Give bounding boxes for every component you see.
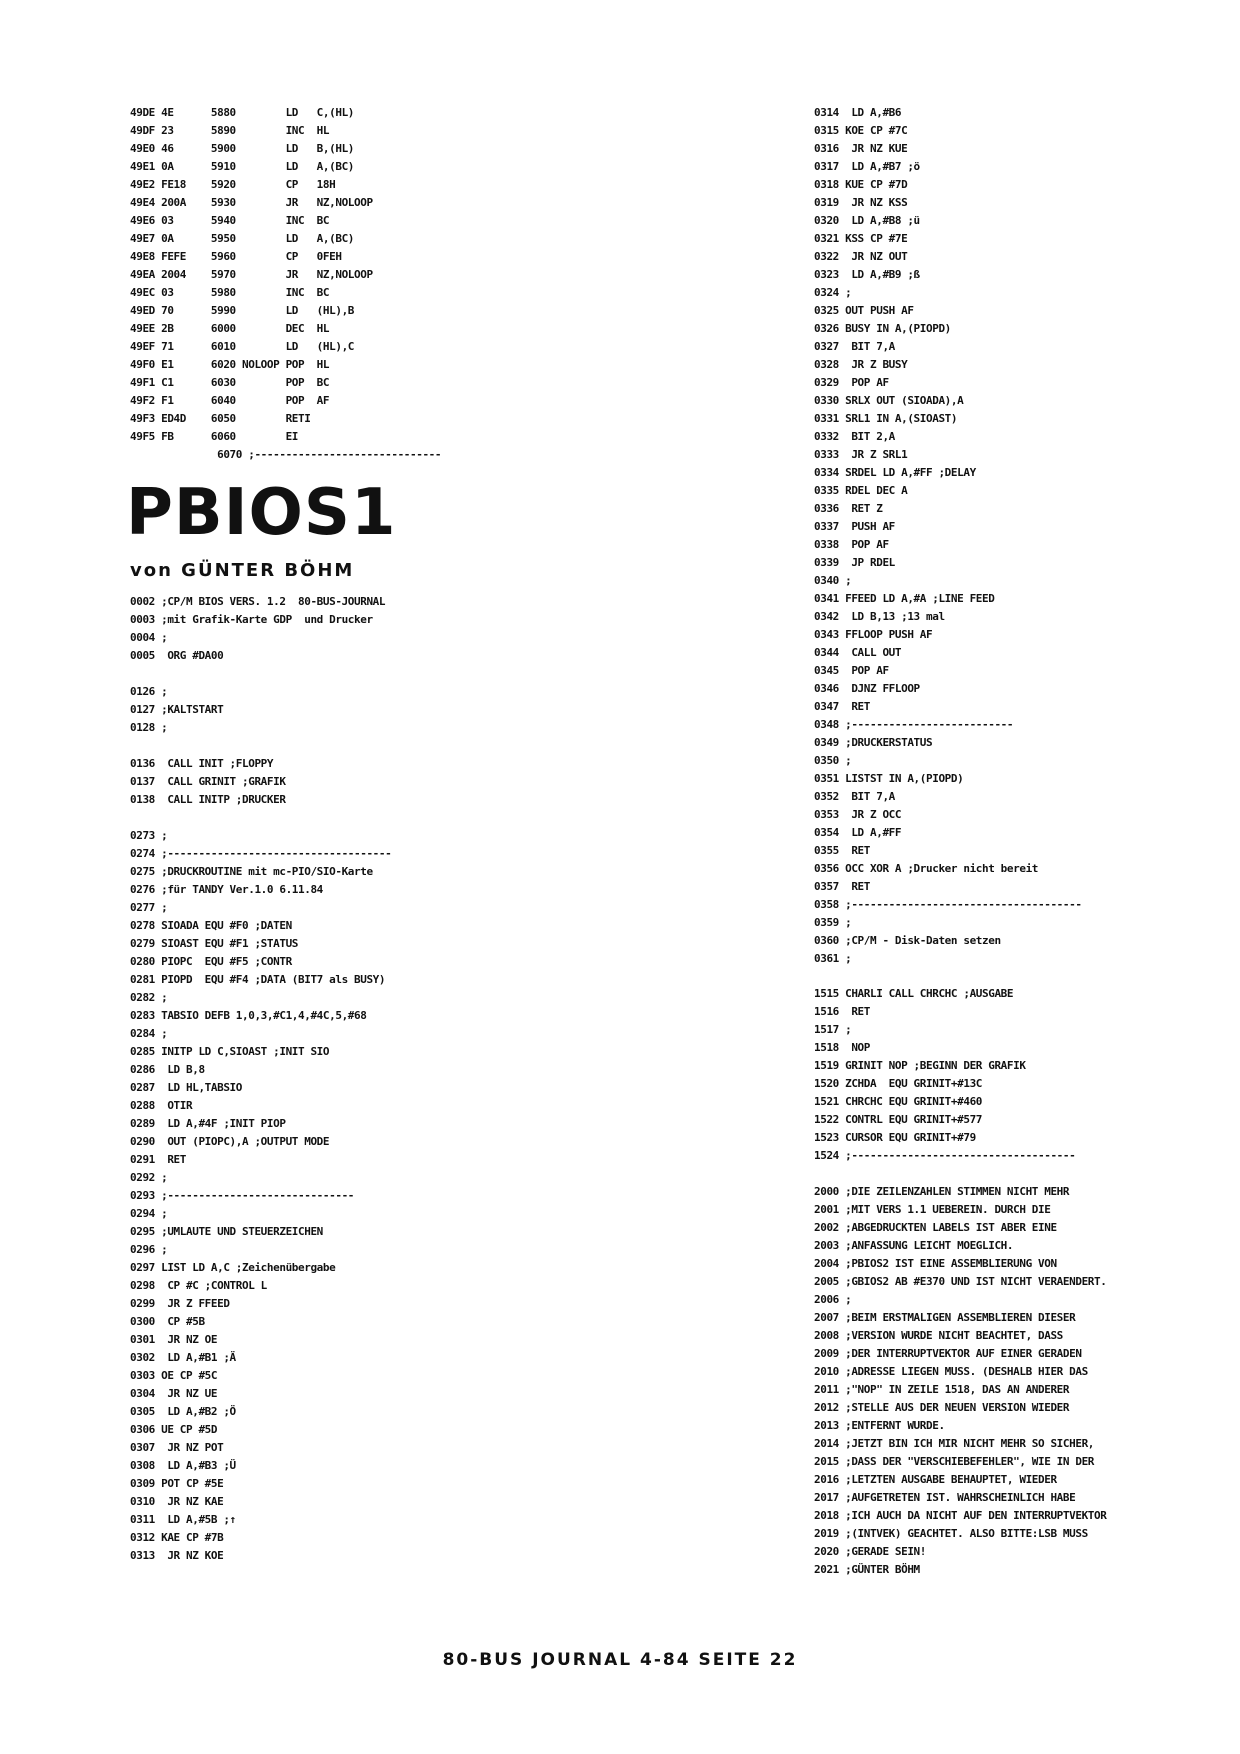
code-line: 0316 JR NZ KUE [814,142,908,155]
code-line: 1520 ZCHDA EQU GRINIT+#13C [814,1077,983,1090]
code-line: 0361 ; [814,952,852,965]
code-line: 0338 POP AF [814,538,889,551]
code-line: 0329 POP AF [814,376,889,389]
code-line: 2006 ; [814,1293,852,1306]
left-source-listing [130,593,391,1565]
code-line: 0323 LD A,#B9 ;ß [814,268,920,281]
code-line: 0319 JR NZ KSS [814,196,908,209]
code-line: 0294 ; [130,1207,168,1220]
code-line: 0281 PIOPD EQU #F4 ;DATA (BIT7 als BUSY) [130,973,386,986]
right-source-listing-bottom [814,985,1106,1579]
code-line: 49F2 F1 6040 POP AF [130,394,330,407]
code-line: 0306 UE CP #5D [130,1423,218,1436]
code-line: 0300 CP #5B [130,1315,205,1328]
code-line: 49E8 FEFE 5960 CP 0FEH [130,250,342,263]
code-line: 49F3 ED4D 6050 RETI [130,412,311,425]
right-source-listing-top [814,104,1082,968]
code-line: 0320 LD A,#B8 ;ü [814,214,920,227]
code-line: 2005 ;GBIOS2 AB #E370 UND IST NICHT VERAENDERT. [814,1275,1107,1288]
code-line: 1517 ; [814,1023,852,1036]
code-line: 0340 ; [814,574,852,587]
code-line: 2019 ;(INTVEK) GEACHTET. ALSO BITTE:LSB MUSS [814,1527,1088,1540]
code-line: 0347 RET [814,700,871,713]
code-line: 0002 ;CP/M BIOS VERS. 1.2 80-BUS-JOURNAL [130,595,386,608]
code-line: 0138 CALL INITP ;DRUCKER [130,793,286,806]
code-line: 0344 CALL OUT [814,646,902,659]
code-line: 2016 ;LETZTEN AUSGABE BEHAUPTET, WIEDER [814,1473,1057,1486]
code-line: 0322 JR NZ OUT [814,250,908,263]
code-line: 2014 ;JETZT BIN ICH MIR NICHT MEHR SO SICHER, [814,1437,1095,1450]
code-line: 0356 OCC XOR A ;Drucker nicht bereit [814,862,1039,875]
code-line: 0312 KAE CP #7B [130,1531,224,1544]
code-line: 0302 LD A,#B1 ;Ä [130,1351,236,1364]
code-line: 0287 LD HL,TABSIO [130,1081,243,1094]
code-line: 49F1 C1 6030 POP BC [130,376,330,389]
code-line: 0315 KOE CP #7C [814,124,908,137]
code-line: 49EF 71 6010 LD (HL),C [130,340,355,353]
code-line: 0349 ;DRUCKERSTATUS [814,736,933,749]
article-author: von GÜNTER BÖHM [130,560,355,581]
code-line: 0353 JR Z OCC [814,808,902,821]
code-line: 0305 LD A,#B2 ;Ö [130,1405,236,1418]
code-line: 0328 JR Z BUSY [814,358,908,371]
code-line: 2012 ;STELLE AUS DER NEUEN VERSION WIEDER [814,1401,1070,1414]
code-line: 0327 BIT 7,A [814,340,895,353]
code-line: 0290 OUT (PIOPC),A ;OUTPUT MODE [130,1135,330,1148]
code-line: 0341 FFEED LD A,#A ;LINE FEED [814,592,995,605]
code-line: 0326 BUSY IN A,(PIOPD) [814,322,951,335]
code-line: 1523 CURSOR EQU GRINIT+#79 [814,1131,976,1144]
code-line: 0282 ; [130,991,168,1004]
code-line: 0309 POT CP #5E [130,1477,224,1490]
code-line: 0314 LD A,#B6 [814,106,902,119]
code-line: 49DE 4E 5880 LD C,(HL) [130,106,355,119]
code-line: 0334 SRDEL LD A,#FF ;DELAY [814,466,976,479]
article-title: PBIOS1 [126,476,397,550]
code-line: 2009 ;DER INTERRUPTVEKTOR AUF EINER GERADEN [814,1347,1082,1360]
code-line: 0128 ; [130,721,168,734]
code-line: 0274 ;------------------------------------ [130,847,392,860]
code-line: 0136 CALL INIT ;FLOPPY [130,757,274,770]
code-line: 2020 ;GERADE SEIN! [814,1545,927,1558]
code-line: 2008 ;VERSION WURDE NICHT BEACHTET, DASS [814,1329,1063,1342]
page-footer: 80-BUS JOURNAL 4-84 SEITE 22 [442,1650,798,1670]
code-line: 0304 JR NZ UE [130,1387,218,1400]
code-line: 0275 ;DRUCKROUTINE mit mc-PIO/SIO-Karte [130,865,373,878]
code-line: 49E0 46 5900 LD B,(HL) [130,142,355,155]
code-line: 0127 ;KALTSTART [130,703,224,716]
code-line: 0324 ; [814,286,852,299]
code-line: 0351 LISTST IN A,(PIOPD) [814,772,964,785]
code-line: 0126 ; [130,685,168,698]
code-line: 49F0 E1 6020 NOLOOP POP HL [130,358,330,371]
code-line: 2000 ;DIE ZEILENZAHLEN STIMMEN NICHT MEHR [814,1185,1070,1198]
code-line: 0354 LD A,#FF [814,826,902,839]
code-line: 49E2 FE18 5920 CP 18H [130,178,336,191]
code-line: 0283 TABSIO DEFB 1,0,3,#C1,4,#4C,5,#68 [130,1009,367,1022]
code-line: 0273 ; [130,829,168,842]
code-line: 0279 SIOAST EQU #F1 ;STATUS [130,937,299,950]
code-line: 0278 SIOADA EQU #F0 ;DATEN [130,919,292,932]
code-line: 0358 ;------------------------------------- [814,898,1082,911]
code-line: 0342 LD B,13 ;13 mal [814,610,945,623]
code-line: 0313 JR NZ KOE [130,1549,224,1562]
code-line: 1522 CONTRL EQU GRINIT+#577 [814,1113,983,1126]
code-line: 0005 ORG #DA00 [130,649,224,662]
code-line: 1524 ;------------------------------------ [814,1149,1076,1162]
code-line: 0333 JR Z SRL1 [814,448,908,461]
code-line: 2004 ;PBIOS2 IST EINE ASSEMBLIERUNG VON [814,1257,1057,1270]
code-line [814,1165,1106,1183]
code-line: 1521 CHRCHC EQU GRINIT+#460 [814,1095,983,1108]
code-line: 0286 LD B,8 [130,1063,205,1076]
code-line: 0003 ;mit Grafik-Karte GDP und Drucker [130,613,373,626]
code-line: 2011 ;"NOP" IN ZEILE 1518, DAS AN ANDERER [814,1383,1070,1396]
code-line: 1515 CHARLI CALL CHRCHC ;AUSGABE [814,987,1014,1000]
code-line: 0332 BIT 2,A [814,430,895,443]
code-line: 0321 KSS CP #7E [814,232,908,245]
code-line: 0360 ;CP/M - Disk-Daten setzen [814,934,1001,947]
code-line: 0295 ;UMLAUTE UND STEUERZEICHEN [130,1225,323,1238]
code-line: 0308 LD A,#B3 ;Ü [130,1459,236,1472]
code-line: 49E4 200A 5930 JR NZ,NOLOOP [130,196,373,209]
code-line: 0335 RDEL DEC A [814,484,908,497]
code-line: 0337 PUSH AF [814,520,895,533]
code-line: 0288 OTIR [130,1099,193,1112]
code-line: 49E1 0A 5910 LD A,(BC) [130,160,355,173]
code-line: 0276 ;für TANDY Ver.1.0 6.11.84 [130,883,323,896]
code-line: 49F5 FB 6060 EI [130,430,299,443]
code-line: 0293 ;------------------------------ [130,1189,355,1202]
code-line: 2018 ;ICH AUCH DA NICHT AUF DEN INTERRUPTVEKTOR [814,1509,1107,1522]
code-line [130,809,391,827]
code-line: 0331 SRL1 IN A,(SIOAST) [814,412,958,425]
code-line: 0330 SRLX OUT (SIOADA),A [814,394,964,407]
code-line: 0285 INITP LD C,SIOAST ;INIT SIO [130,1045,330,1058]
code-line: 0317 LD A,#B7 ;ö [814,160,920,173]
code-line: 0348 ;-------------------------- [814,718,1014,731]
code-line: 6070 ;------------------------------ [130,448,442,461]
code-line: 1516 RET [814,1005,871,1018]
code-line: 1519 GRINIT NOP ;BEGINN DER GRAFIK [814,1059,1026,1072]
code-line: 0303 OE CP #5C [130,1369,218,1382]
code-line: 49E7 0A 5950 LD A,(BC) [130,232,355,245]
code-line: 2015 ;DASS DER "VERSCHIEBEFEHLER", WIE IN DER [814,1455,1095,1468]
code-line: 49ED 70 5990 LD (HL),B [130,304,355,317]
code-line: 0298 CP #C ;CONTROL L [130,1279,267,1292]
code-line: 0355 RET [814,844,871,857]
code-line: 0004 ; [130,631,168,644]
code-line: 2003 ;ANFASSUNG LEICHT MOEGLICH. [814,1239,1014,1252]
code-line: 0339 JP RDEL [814,556,895,569]
code-line: 1518 NOP [814,1041,871,1054]
code-line: 0307 JR NZ POT [130,1441,224,1454]
code-line: 0357 RET [814,880,871,893]
code-line: 0336 RET Z [814,502,883,515]
code-line: 0284 ; [130,1027,168,1040]
code-line: 0359 ; [814,916,852,929]
code-line: 0318 KUE CP #7D [814,178,908,191]
code-line: 0345 POP AF [814,664,889,677]
code-line: 49E6 03 5940 INC BC [130,214,330,227]
code-line: 0301 JR NZ OE [130,1333,218,1346]
code-line: 0325 OUT PUSH AF [814,304,914,317]
code-line [130,737,391,755]
code-line: 0277 ; [130,901,168,914]
code-line: 0297 LIST LD A,C ;Zeichenübergabe [130,1261,336,1274]
code-line: 49EE 2B 6000 DEC HL [130,322,330,335]
code-line: 49EA 2004 5970 JR NZ,NOLOOP [130,268,373,281]
code-line: 0352 BIT 7,A [814,790,895,803]
code-line: 2013 ;ENTFERNT WURDE. [814,1419,945,1432]
code-line: 49EC 03 5980 INC BC [130,286,330,299]
code-line: 49DF 23 5890 INC HL [130,124,330,137]
code-line: 2017 ;AUFGETRETEN IST. WAHRSCHEINLICH HABE [814,1491,1076,1504]
code-line: 0280 PIOPC EQU #F5 ;CONTR [130,955,292,968]
code-line: 2021 ;GÜNTER BÖHM [814,1563,920,1576]
code-line: 0343 FFLOOP PUSH AF [814,628,933,641]
code-line: 2007 ;BEIM ERSTMALIGEN ASSEMBLIEREN DIESER [814,1311,1076,1324]
code-line: 0137 CALL GRINIT ;GRAFIK [130,775,286,788]
code-line: 0311 LD A,#5B ;↑ [130,1513,236,1526]
code-line: 2001 ;MIT VERS 1.1 UEBEREIN. DURCH DIE [814,1203,1051,1216]
code-line: 0346 DJNZ FFLOOP [814,682,920,695]
assembler-listing [130,104,441,464]
code-line: 2010 ;ADRESSE LIEGEN MUSS. (DESHALB HIER DAS [814,1365,1088,1378]
code-line: 0289 LD A,#4F ;INIT PIOP [130,1117,286,1130]
code-line: 2002 ;ABGEDRUCKTEN LABELS IST ABER EINE [814,1221,1057,1234]
code-line: 0296 ; [130,1243,168,1256]
code-line: 0310 JR NZ KAE [130,1495,224,1508]
code-line: 0350 ; [814,754,852,767]
code-line: 0299 JR Z FFEED [130,1297,230,1310]
code-line [130,665,391,683]
code-line: 0291 RET [130,1153,187,1166]
code-line: 0292 ; [130,1171,168,1184]
